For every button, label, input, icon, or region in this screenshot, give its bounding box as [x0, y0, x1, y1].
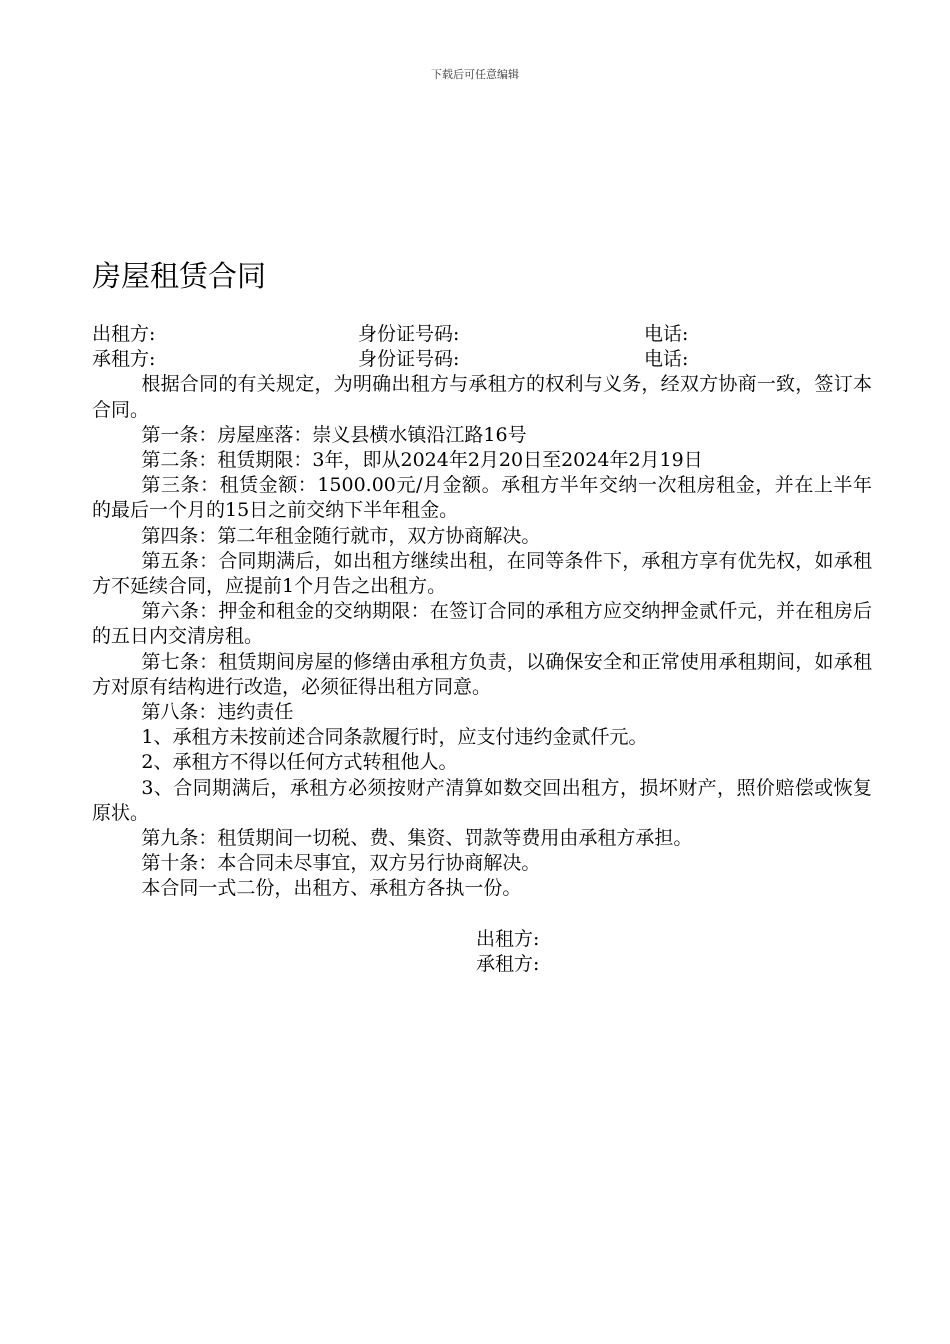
clause-7-repairs: 第七条：租赁期间房屋的修缮由承租方负责，以确保安全和正常使用承租期间，如承租方对原有结构进行改造，必须征得出租方同意。	[92, 650, 872, 698]
lessee-info-row	[92, 347, 872, 372]
clause-1-location: 第一条：房屋座落：崇义县横水镇沿江路16号	[141, 423, 527, 446]
lessor-phone-label: 电话:	[644, 323, 689, 345]
clause-3-rent: 第三条：租赁金额：1500.00元/月金额。承租方半年交纳一次租房租金，并在上半年的最后一个月的15日之前交纳下半年租金。	[92, 474, 872, 522]
lessee-signature-label: 承租方:	[476, 952, 540, 975]
breach-item-2: 2、承租方不得以任何方式转租他人。	[141, 751, 458, 774]
lessee-phone-label: 电话:	[644, 348, 689, 371]
lessee-label: 承租方:	[92, 348, 156, 371]
clause-4-second-year: 第四条：第二年租金随行就市，双方协商解决。	[141, 524, 541, 547]
document-title: 房屋租赁合同	[92, 259, 267, 293]
preamble-paragraph: 根据合同的有关规定，为明确出租方与承租方的权利与义务，经双方协商一致，签订本合同。	[92, 373, 872, 421]
clause-5-renewal: 第五条：合同期满后，如出租方继续出租，在同等条件下，承租方享有优先权，如承租方不延续合同，应提前1个月告之出租方。	[92, 549, 872, 597]
clause-10-other: 第十条：本合同未尽事宜，双方另行协商解决。	[141, 852, 541, 875]
clause-6-deposit: 第六条：押金和租金的交纳期限：在签订合同的承租方应交纳押金贰仟元，并在租房后的五日内交清房租。	[92, 600, 872, 648]
header-note: 下载后可任意编辑	[431, 68, 519, 81]
lessee-id-label: 身份证号码:	[358, 348, 460, 371]
breach-item-3: 3、合同期满后，承租方必须按财产清算如数交回出租方，损坏财产，照价赔偿或恢复原状。	[92, 776, 872, 824]
lessor-info-row	[92, 322, 872, 347]
contract-body	[92, 322, 872, 977]
clause-9-taxes: 第九条：租赁期间一切税、费、集资、罚款等费用由承租方承担。	[141, 827, 693, 850]
lessor-id-label: 身份证号码:	[358, 323, 460, 345]
lessor-signature-label: 出租方:	[476, 927, 540, 950]
breach-item-1: 1、承租方未按前述合同条款履行时，应支付违约金贰仟元。	[141, 726, 648, 749]
clause-2-term: 第二条：租赁期限：3年，即从2024年2月20日至2024年2月19日	[141, 448, 703, 471]
signature-block	[92, 927, 872, 977]
lessor-label: 出租方:	[92, 323, 156, 345]
copies-paragraph: 本合同一式二份，出租方、承租方各执一份。	[141, 877, 522, 900]
clause-8-breach: 第八条：违约责任	[141, 701, 294, 724]
